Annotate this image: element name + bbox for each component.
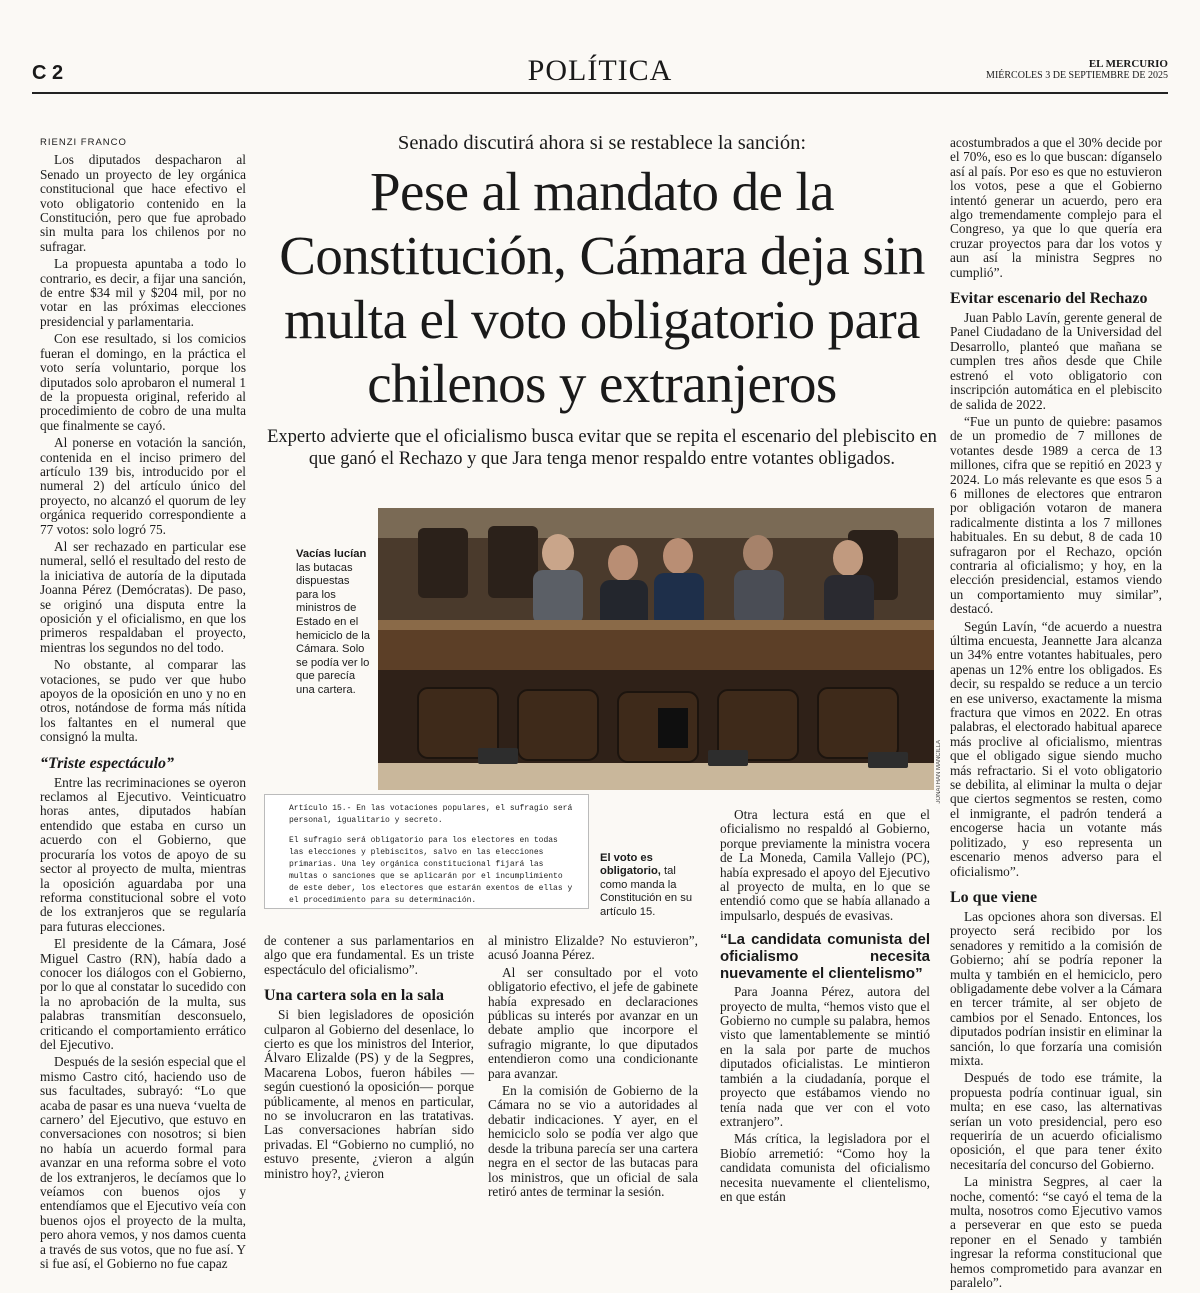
excerpt-caption-text: tal como manda la Constitución en su artículo 15. <box>600 865 693 918</box>
briefcase <box>658 708 688 748</box>
paragraph: Al ponerse en votación la sanción, contenida en el inciso primero del artículo 139 bis, introducido por el numeral 2) del artículo único del proyecto, no alcanzó el quorum de ley orgánica requerido correspondiente a 77 votos: solo logró 75. <box>40 435 246 537</box>
excerpt-caption <box>600 852 695 919</box>
paragraph: Al ser rechazado en particular ese numeral, selló el resultado del resto de la iniciativa de autoría de la diputada Joanna Pérez (Demócratas). De paso, se originó una disputa entre la oposición y el oficialismo, en que los primeros respaldaban el proyecto, mientras los segundos no del todo. <box>40 538 246 655</box>
paragraph: de contener a sus parlamentarios en algo que era fundamental. Es un triste espectáculo del oficialismo”. <box>264 933 474 977</box>
column-1 <box>40 136 246 1274</box>
photo-credit: JONATHAN MANCILLA <box>936 740 942 804</box>
subheading-viene: Lo que viene <box>950 888 1038 906</box>
paragraph: acostumbrados a que el 30% decide por el 70%, eso es lo que buscan: díganselo así al país. Por eso es que no estuvieron los votos, pese a que el Gobierno intentó generar un acuerdo, pero era algo tremendamente complejo para el Congreso, ya que lo que quería era cruzar proyectos para dar los votos y aun así la ministra Segpres no cumplió”. <box>950 135 1162 280</box>
section-title: POLÍTICA <box>527 54 673 87</box>
paragraph: Para Joanna Pérez, autora del proyecto de multa, “hemos visto que el Gobierno no cumple su palabra, hemos visto que lamentablemente se mintió en la sala por parte de muchos diputados oficialistas. Le mintieron también a la ciudadanía, porque el proyecto que estábamos viendo no tenía nada que ver con el voto extranjero”. <box>720 984 930 1129</box>
excerpt-caption-lead: El voto es obligatorio, <box>600 852 661 878</box>
excerpt-line: El sufragio será obligatorio para los electores en todas las elecciones y plebiscitos, salvo en las elecciones primarias. Una ley orgánica constitucional fijará las multas o sanciones que se aplicarán por el incumplimiento de este deber, los electores que estarán exentos de ellas y el procedimiento para su determinación. <box>289 836 573 905</box>
paragraph: Al ser consultado por el voto obligatorio efectivo, el jefe de gabinete había expresado en declaraciones públicas su interés por avanzar en un debate amplio que incorpore el sufragio migrante, lo que diputados entendieron como una condicionante para avanzar. <box>488 964 698 1081</box>
paragraph: “Fue un punto de quiebre: pasamos de un promedio de 7 millones de votantes desde 1989 a cerca de 13 millones, cifra que se repitió en 2023 y 2024. Lo más relevante es que esos 5 a 6 millones de electores que entraron por obligación votaron de manera radicalmente distinta a los 7 millones habituales. En su debut, 8 de cada 10 sufragaron por el Rechazo, opción contraria al oficialismo; y hoy, en la elección presidencial, estamos viendo un comportamiento muy similar”, destacó. <box>950 413 1162 617</box>
subheading-triste: “Triste espectáculo” <box>40 754 175 772</box>
paragraph: Juan Pablo Lavín, gerente general de Panel Ciudadano de la Universidad del Desarrollo, planteó que mañana se cumplen tres años desde que Chile estrenó el voto obligatorio con inscripción automática en el plebiscito de salida de 2022. <box>950 310 1162 412</box>
paragraph: En la comisión de Gobierno de la Cámara no se vio a autoridades al debatir indicaciones. Y ayer, en el hemiciclo solo se podía ver algo que desde la tribuna parecía ser una cartera negra en el sector de las butacas para los ministros, que un oficial de sala retiró antes de terminar la sesión. <box>488 1083 698 1199</box>
kicker: Senado discutirá ahora si se restablece la sanción: <box>397 132 807 154</box>
subheading-rechazo: Evitar escenario del Rechazo <box>950 290 1148 308</box>
page-number: C 2 <box>32 62 64 84</box>
paragraph: El presidente de la Cámara, José Miguel Castro (RN), había dado a conocer los diálogos con el Gobierno, por lo que al constatar lo sucedido con la no aprobación de la multa, sus palabras transmitían desconsuelo, criticando el comportamiento errático del Ejecutivo. <box>40 936 246 1052</box>
column-2 <box>264 934 474 1184</box>
subheading-cartera: Una cartera sola en la sala <box>264 987 444 1005</box>
paragraph: Los diputados despacharon al Senado un proyecto de ley orgánica constitucional que hace efectivo el voto obligatorio contenido en la Constitución, pero que fue aprobado sin multa para los chilenos por no sufragar. <box>40 152 246 254</box>
column-4 <box>720 808 930 1207</box>
chamber-photo <box>378 508 934 790</box>
paragraph: La propuesta apuntaba a todo lo contrario, es decir, a fijar una sanción, de entre $34 mil y $204 mil, por no votar en las próximas elecciones presidencial y parlamentaria. <box>40 256 246 329</box>
paper-date: MIÉRCOLES 3 DE SEPTIEMBRE DE 2025 <box>986 70 1168 81</box>
paragraph: al ministro Elizalde? No estuvieron”, acusó Joanna Pérez. <box>488 933 698 963</box>
paragraph: Las opciones ahora son diversas. El proyecto será recibido por los senadores y remitido a la comisión de Gobierno; ahí se podría reponer la multa y también en el hemiciclo, pero obligadamente debe volver a la Cámara en tercer trámite, al ser objeto de cambios por el Senado. Entonces, los diputados podrían insistir en eliminar la sanción, lo que forzaría una comisión mixta. <box>950 908 1162 1068</box>
paragraph: Si bien legisladores de oposición culparon al Gobierno del desenlace, lo cierto es que los ministros del Interior, Álvaro Elizalde (PS) y de la Segpres, Macarena Lobos, fueron hábiles —según cuestionó la oposición— porque públicamente, al menos en particular, no se involucraron en las tratativas. Las conversaciones habrían sido privadas. El “Gobierno no cumplió, no estuvo presente, ¿vieron a algún ministro hoy?, ¿vieron <box>264 1007 474 1181</box>
pull-quote: “La candidata comunista del oficialismo necesita nuevamente el clientelismo” <box>720 931 930 983</box>
paragraph: La ministra Segpres, al caer la noche, comentó: “se cayó el tema de la multa, nosotros como Ejecutivo vamos a perseverar en que esto se pueda reponer en el Senado y también ingresar la reforma constitucional que hemos comprometido para avanzar en paralelo”. <box>950 1174 1162 1291</box>
paragraph: Con ese resultado, si los comicios fueran el domingo, en la práctica el voto sería voluntario, porque los diputados solo aprobaron el numeral 1 de la propuesta original, referido al procedimiento de cobro de una multa que finalmente se cayó. <box>40 331 246 433</box>
paragraph: No obstante, al comparar las votaciones, se pudo ver que hubo apoyos de la oposición en uno y no en otros, notándose de forma más nítida los faltantes en el numeral que consignó la multa. <box>40 657 246 745</box>
column-3 <box>488 934 698 1202</box>
deck: Experto advierte que el oficialismo busca evitar que se repita el escenario del plebiscito en que ganó el Rechazo y que Jara tenga menor respaldo entre votantes obligados. <box>267 427 937 469</box>
chamber-photo-image <box>378 508 934 790</box>
paragraph: Más crítica, la legisladora por el Biobío arremetió: “Como hoy la candidata comunista del oficialismo necesita nuevamente el clientelismo, en que están <box>720 1131 930 1204</box>
photo-caption <box>296 548 372 698</box>
headline: Pese al mandato de la Constitución, Cámara deja sin multa el voto obligatorio para chilenos y extranjeros <box>279 161 925 414</box>
paper-name: EL MERCURIO <box>1088 58 1168 70</box>
excerpt-line: Artículo 15.- En las votaciones populares, el sufragio será personal, igualitario y secreto. <box>289 804 573 825</box>
photo-caption-lead: Vacías lucían <box>296 548 367 560</box>
photo-caption-text: las butacas dispuestas para los ministros de Estado en el hemiciclo de la Cámara. Solo se podía ver lo que parecía una cartera. <box>296 561 370 696</box>
paragraph: Entre las recriminaciones se oyeron reclamos al Ejecutivo. Veinticuatro horas antes, diputados habían entendido que estaba en curso un acuerdo con el Gobierno, que procuraría los votos de apoyo de su sector al proyecto de multa, mientras la oposición aguardaba por una reforma constitucional sobre el voto de los extranjeros que se regularía para futuras elecciones. <box>40 774 246 934</box>
paragraph: Otra lectura está en que el oficialismo no respaldó al Gobierno, porque previamente la ministra vocera de La Moneda, Camila Vallejo (PC), había expresado el apoyo del Ejecutivo al proyecto de multa, en lo que se entendió como que se había allanado a impulsarlo, después de evasivas. <box>720 807 930 923</box>
paragraph: Según Lavín, “de acuerdo a nuestra última encuesta, Jeannette Jara alcanza un 34% entre votantes habituales, pero apenas un 12% entre los obligados. Es decir, su respaldo se reduce a un tercio en ese universo, exactamente la misma fractura que vimos en 2022. En otras palabras, el electorado habitual aparece más proclive al oficialismo, mientras que el obligado sigue siendo mucho más refractario. Si el voto obligatorio se debilita, al eliminar la multa o dejar que ciertos segmentos se resten, como el inmigrante, el padrón tenderá a encogerse hacia un votante más politizado, y eso representa un escenario menos adverso para el oficialismo”. <box>950 618 1162 879</box>
constitution-excerpt <box>264 794 589 909</box>
column-5 <box>950 136 1162 1293</box>
paragraph: Después de todo ese trámite, la propuesta podría continuar igual, sin multa; en ese caso, las alternativas serían un voto presidencial, pero eso requeriría de un acuerdo oficialismo oposición, el que para tener éxito necesitaría del concurso del Gobierno. <box>950 1070 1162 1172</box>
byline: RIENZI FRANCO <box>40 137 127 148</box>
masthead <box>32 48 1168 94</box>
paper-info <box>986 58 1168 82</box>
paragraph: Después de la sesión especial que el mismo Castro citó, haciendo uso de sus facultades, subrayó: “Lo que acaba de pasar es una nueva ‘vuelta de carnero’ del Ejecutivo, que estuvo en conversaciones con nosotros; si bien no había un acuerdo formal para avanzar en una reforma sobre el voto de los extranjeros, le decíamos que lo veíamos con buenos ojos y entendíamos que el Ejecutivo veía con buenos ojos el proyecto de la multa, pero ahora vemos, y nos damos cuenta a través de sus votos, que no fue así. Y si fue así, el Gobierno no fue capaz <box>40 1054 246 1272</box>
